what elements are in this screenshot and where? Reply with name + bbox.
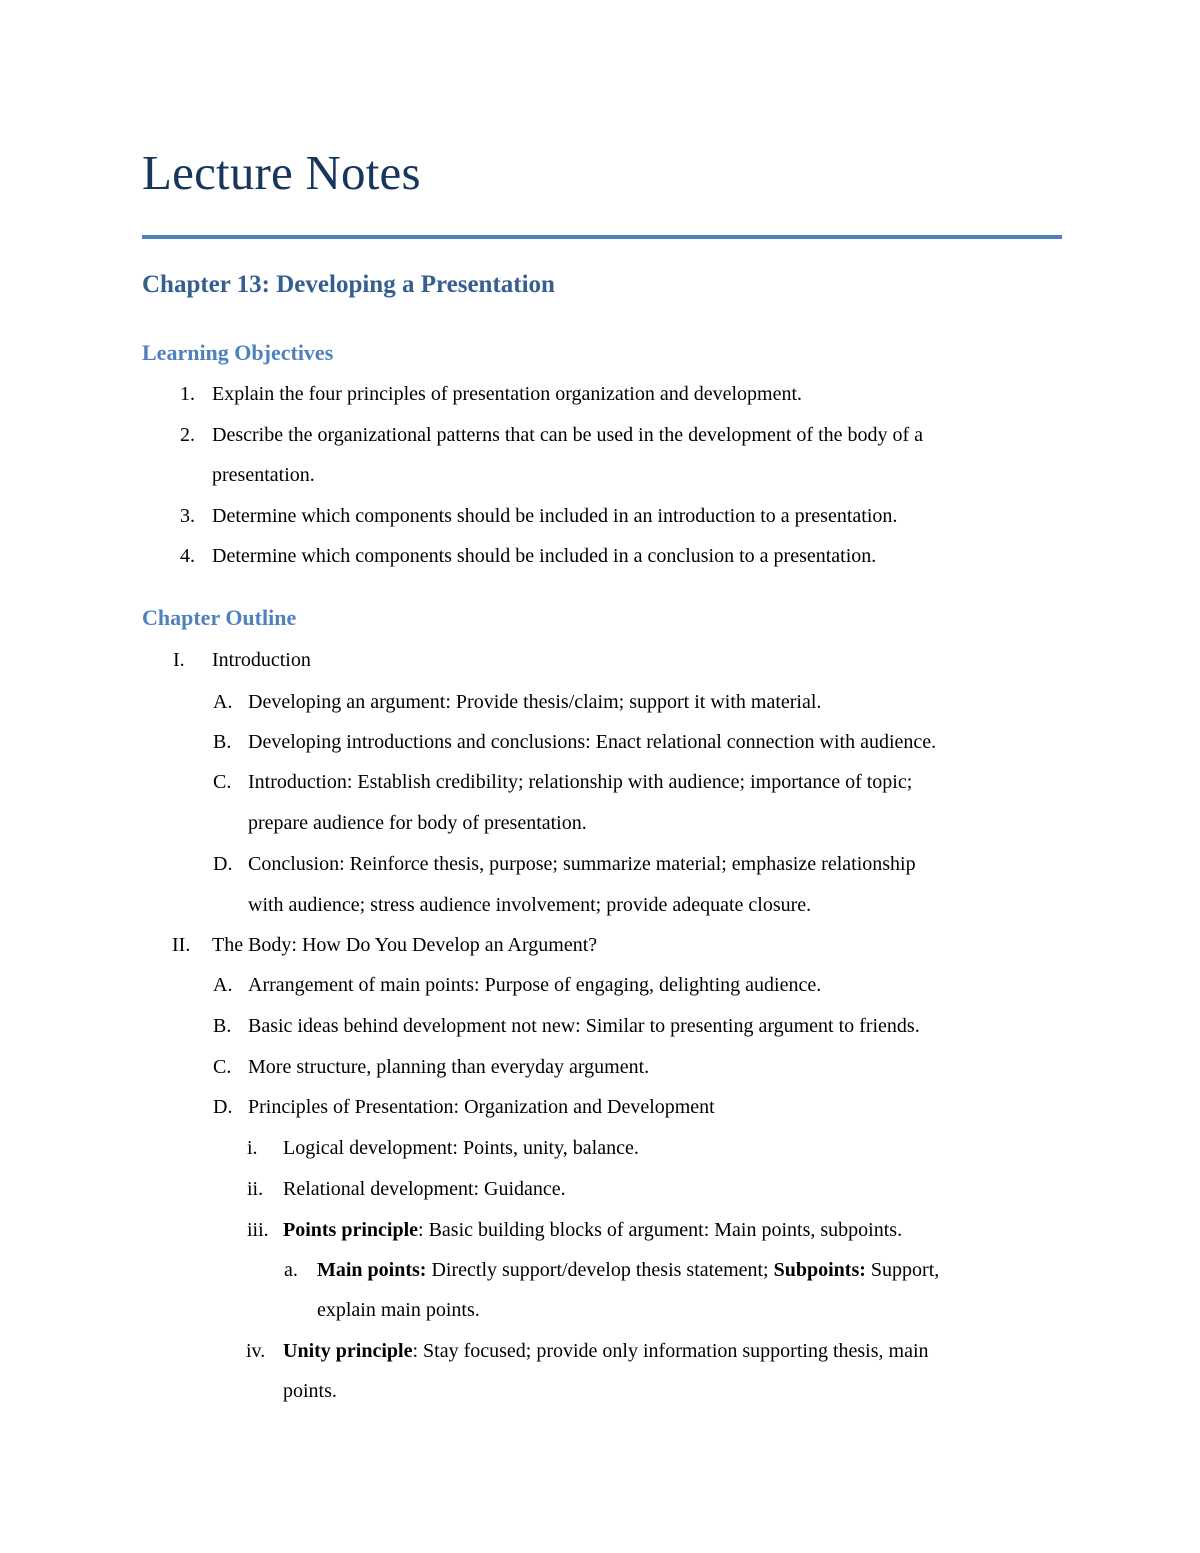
outline-alpha-sub-marker: a.	[284, 1259, 298, 1281]
outline-item-text: Conclusion: Reinforce thesis, purpose; summarize material; emphasize relationship	[248, 853, 916, 875]
outline-item-text: Developing introductions and conclusions: Enact relational connection with audience.	[248, 731, 937, 753]
objective-text: Describe the organizational patterns that can be used in the development of the body of a	[212, 424, 924, 446]
outline-letter-marker: A.	[213, 974, 233, 996]
outline-item-text: More structure, planning than everyday argument.	[248, 1056, 650, 1078]
objective-number: 1.	[180, 383, 195, 405]
outline-roman-marker: II.	[172, 934, 191, 956]
outline-heading: Chapter Outline	[142, 605, 297, 630]
points-principle-definition: : Basic building blocks of argument: Main points, subpoints.	[418, 1219, 903, 1241]
outline-item-text-continued: prepare audience for body of presentation.	[248, 812, 587, 834]
outline-subitem-text: Relational development: Guidance.	[283, 1178, 566, 1200]
outline-roman-sub-marker: iv.	[246, 1340, 266, 1362]
outline-letter-marker: A.	[213, 691, 233, 713]
outline-item-text-continued: with audience; stress audience involvement; provide adequate closure.	[248, 894, 812, 916]
objective-text-continued: presentation.	[212, 464, 315, 486]
objective-text: Determine which components should be included in a conclusion to a presentation.	[212, 545, 877, 567]
objectives-heading: Learning Objectives	[142, 340, 334, 365]
outline-letter-marker: B.	[213, 731, 232, 753]
chapter-heading: Chapter 13: Developing a Presentation	[142, 271, 555, 298]
outline-item-text: Arrangement of main points: Purpose of engaging, delighting audience.	[248, 974, 822, 996]
objective-text: Explain the four principles of presentation organization and development.	[212, 383, 803, 405]
outline-letter-marker: C.	[213, 771, 232, 793]
title-divider	[142, 235, 1062, 239]
outline-subsubitem-text-continued: explain main points.	[317, 1299, 480, 1321]
outline-section-title: Introduction	[212, 649, 311, 671]
outline-letter-marker: C.	[213, 1056, 232, 1078]
outline-item-text: Introduction: Establish credibility; relationship with audience; importance of topic;	[248, 771, 913, 793]
outline-roman-sub-marker: ii.	[247, 1178, 264, 1200]
outline-item-text: Developing an argument: Provide thesis/claim; support it with material.	[248, 691, 822, 713]
points-principle-term: Points principle	[283, 1219, 419, 1241]
outline-item-text: Principles of Presentation: Organization and Development	[248, 1096, 715, 1118]
subpoints-term: Subpoints:	[773, 1259, 866, 1281]
outline-subitem-text	[283, 1216, 902, 1244]
outline-letter-marker: B.	[213, 1015, 232, 1037]
document-title: Lecture Notes	[142, 145, 421, 200]
outline-subsubitem-text	[317, 1256, 939, 1284]
outline-letter-marker: D.	[213, 853, 233, 875]
objective-number: 2.	[180, 424, 195, 446]
objective-number: 3.	[180, 505, 195, 527]
unity-principle-term: Unity principle	[283, 1340, 413, 1362]
main-points-term: Main points:	[317, 1259, 427, 1281]
objective-text: Determine which components should be included in an introduction to a presentation.	[212, 505, 898, 527]
unity-principle-definition: : Stay focused; provide only information supporting thesis, main	[412, 1340, 929, 1362]
outline-roman-marker: I.	[173, 649, 185, 671]
subpoints-definition: Support,	[865, 1259, 940, 1281]
outline-letter-marker: D.	[213, 1096, 233, 1118]
outline-subitem-text: Logical development: Points, unity, balance.	[283, 1137, 639, 1159]
outline-section-title: The Body: How Do You Develop an Argument?	[212, 934, 598, 956]
outline-roman-sub-marker: iii.	[247, 1219, 269, 1241]
outline-subitem-text	[283, 1337, 929, 1365]
outline-roman-sub-marker: i.	[247, 1137, 258, 1159]
main-points-definition: Directly support/develop thesis statement;	[426, 1259, 774, 1281]
outline-subitem-text-continued: points.	[283, 1380, 337, 1402]
outline-item-text: Basic ideas behind development not new: Similar to presenting argument to friends.	[248, 1015, 920, 1037]
objective-number: 4.	[180, 545, 195, 567]
